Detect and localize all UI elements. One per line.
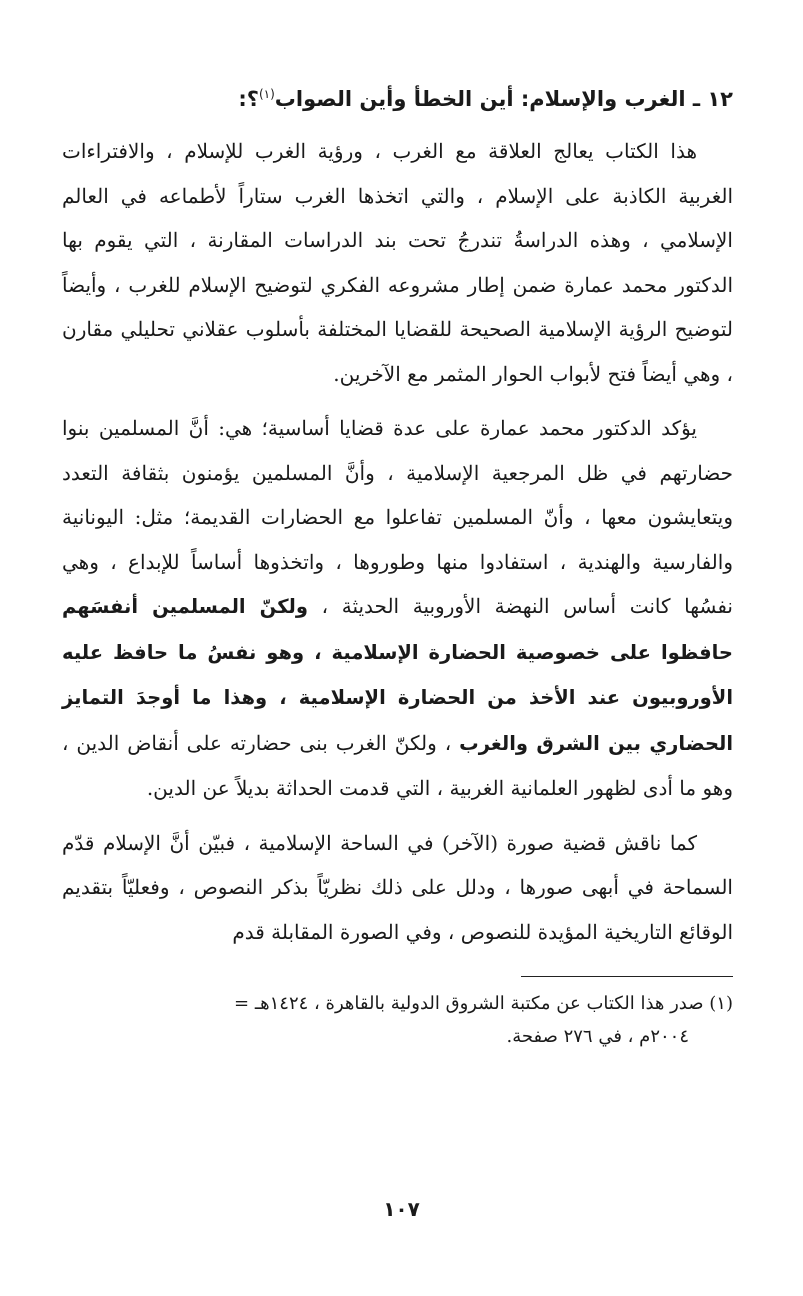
footnote-reference[interactable]: (١) [258, 87, 275, 101]
page-number: ١٠٧ [383, 1197, 420, 1221]
paragraph-3: كما ناقش قضية صورة (الآخر) في الساحة الإسلامية ، فبيّن أنَّ الإسلام قدّم السماحة في أبهى صورها ، ودلل على ذلك نظريّاً بذكر النصوص ، وفعليّاً بتقديم الوقائع التاريخية المؤيدة للنصوص ، وفي الصورة المقابلة قدم [62, 830, 733, 944]
paragraph-2-end: ، ولكنّ الغرب بنى حضارته على أنقاض الدين ، وهو ما أدى لظهور العلمانية الغربية ، التي قدمت الحداثة بديلاً عن الدين. [62, 730, 733, 800]
book-page [62, 72, 733, 1296]
heading-suffix: ؟: [238, 87, 259, 111]
footnote-line-1: (١) صدر هذا الكتاب عن مكتبة الشروق الدولية بالقاهرة ، ١٤٢٤هـ = [234, 993, 733, 1014]
footnote [62, 987, 733, 1053]
footnote-line-2: ٢٠٠٤م ، في ٢٧٦ صفحة. [506, 1026, 689, 1047]
paragraph-1: هذا الكتاب يعالج العلاقة مع الغرب ، ورؤية الغرب للإسلام ، والافتراءات الغربية الكاذبة على الإسلام ، والتي اتخذها الغرب ستاراً لأطماعه في العالم الإسلامي ، وهذه الدراسةُ تندرجُ تحت بند الدراسات المقارنة ، التي يقوم بها الدكتور محمد عمارة ضمن إطار مشروعه الفكري لتوضيح الإسلام للغرب ، وأيضاً لتوضيح الرؤية الإسلامية الصحيحة للقضايا المختلفة بأسلوب عقلاني تحليلي مقارن ، وهي أيضاً فتح لأبواب الحوار المثمر مع الآخرين. [62, 139, 733, 386]
footnote-separator [521, 976, 733, 977]
paragraph-2-bold-emphasis: ولكنّ المسلمين أنفسَهم حافظوا على خصوصية الحضارة الإسلامية ، وهو نفسُ ما حافظ عليه الأوروبيون عند الأخذ من الحضارة الإسلامية ، وهذا ما أوجدَ التمايز الحضاري بين الشرق والغرب [62, 595, 734, 755]
paragraph-2 [62, 406, 733, 811]
heading-text: ١٢ ـ الغرب والإسلام: أين الخطأ وأين الصواب [274, 87, 733, 111]
paragraph-2-start: يؤكد الدكتور محمد عمارة على عدة قضايا أساسية؛ هي: أنَّ المسلمين بنوا حضارتهم في ظل المرجعية الإسلامية ، وأنَّ المسلمين يؤمنون بثقافة التعدد ويتعايشون معها ، وأنّ المسلمين تفاعلوا مع الحضارات القديمة؛ مثل: اليونانية والفارسية والهندية ، استفادوا منها وطوروها ، واتخذوها أساساً للإبداع ، وهي نفسُها كانت أساس النهضة الأوروبية الحديثة ، [62, 416, 733, 618]
section-heading [62, 72, 733, 121]
